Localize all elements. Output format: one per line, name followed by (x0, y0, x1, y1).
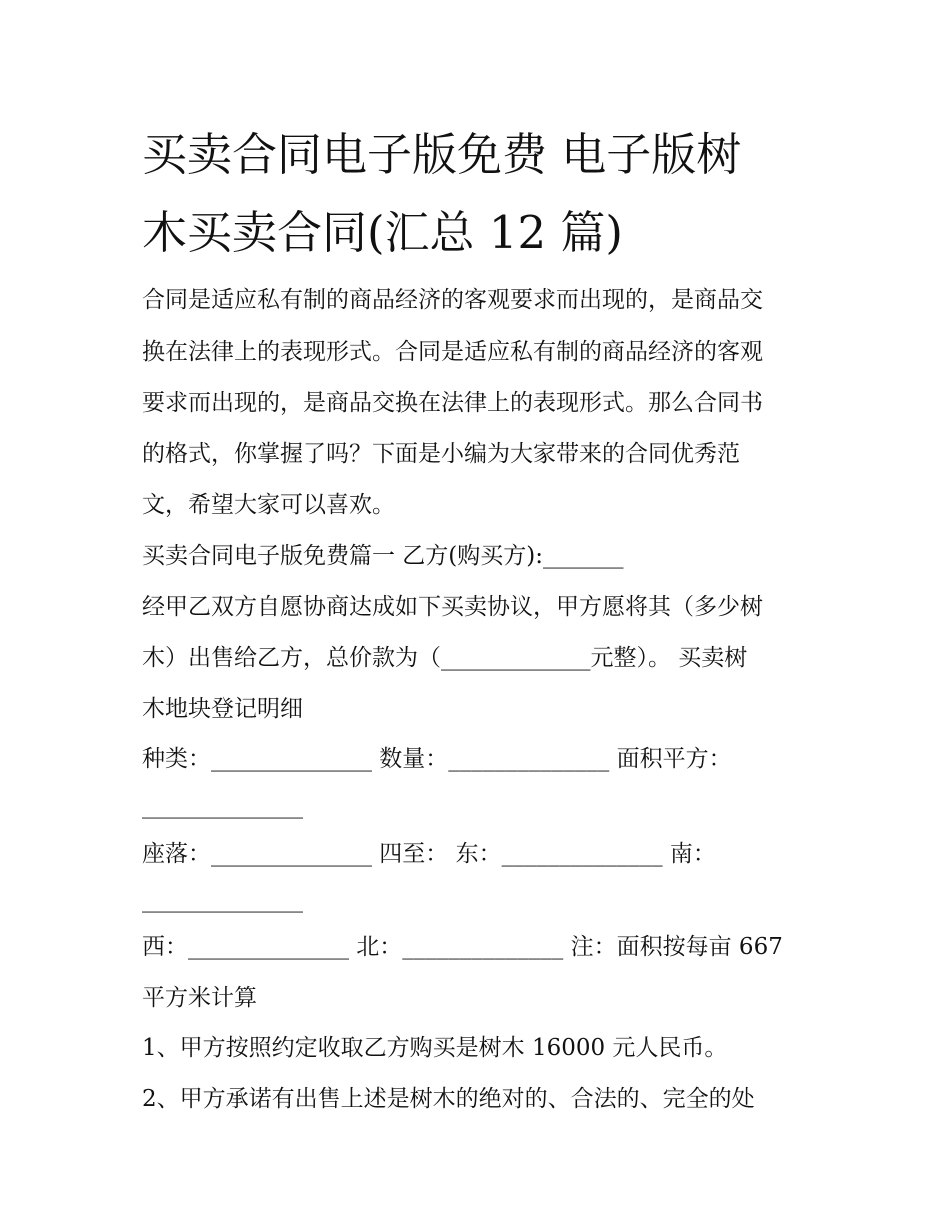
form-line-area-blank: ______________ (142, 793, 303, 819)
body-line-4: 的格式，你掌握了吗？下面是小编为大家带来的合同优秀范 (142, 441, 740, 467)
body-line-3: 要求而出现的，是商品交换在法律上的表现形式。那么合同书 (142, 390, 763, 416)
form-line-south-blank: ______________ (142, 887, 303, 913)
title-line-1: 买卖合同电子版免费 电子版树 (142, 128, 742, 181)
body-line-5: 文，希望大家可以喜欢。 (142, 492, 395, 518)
form-line-west-north: 西：______________ 北：______________ 注：面积按每亩 667 (142, 934, 783, 960)
body-line-7: 经甲乙双方自愿协商达成如下买卖协议，甲方愿将其（多少树 (142, 594, 763, 620)
clause-2: 2、甲方承诺有出售上述是树木的绝对的、合法的、完全的处 (142, 1086, 755, 1112)
body-line-15: 平方米计算 (142, 985, 257, 1011)
section-heading-1: 买卖合同电子版免费篇一 乙方(购买方):_______ (142, 543, 624, 569)
body-line-2: 换在法律上的表现形式。合同是适应私有制的商品经济的客观 (142, 339, 763, 365)
document-title (142, 116, 822, 272)
body-line-8: 木）出售给乙方，总价款为（_____________元整）。 买卖树 (142, 645, 748, 671)
body-line-1: 合同是适应私有制的商品经济的客观要求而出现的，是商品交 (142, 287, 763, 313)
form-line-species: 种类：______________ 数量：______________ 面积平方： (142, 746, 732, 772)
clause-1: 1、甲方按照约定收取乙方购买是树木 16000 元人民币。 (142, 1035, 728, 1061)
title-line-2: 木买卖合同(汇总 12 篇) (142, 206, 623, 259)
form-line-location: 座落：______________ 四至： 东：______________ 南： (142, 841, 716, 867)
body-line-9: 木地块登记明细 (142, 696, 303, 722)
